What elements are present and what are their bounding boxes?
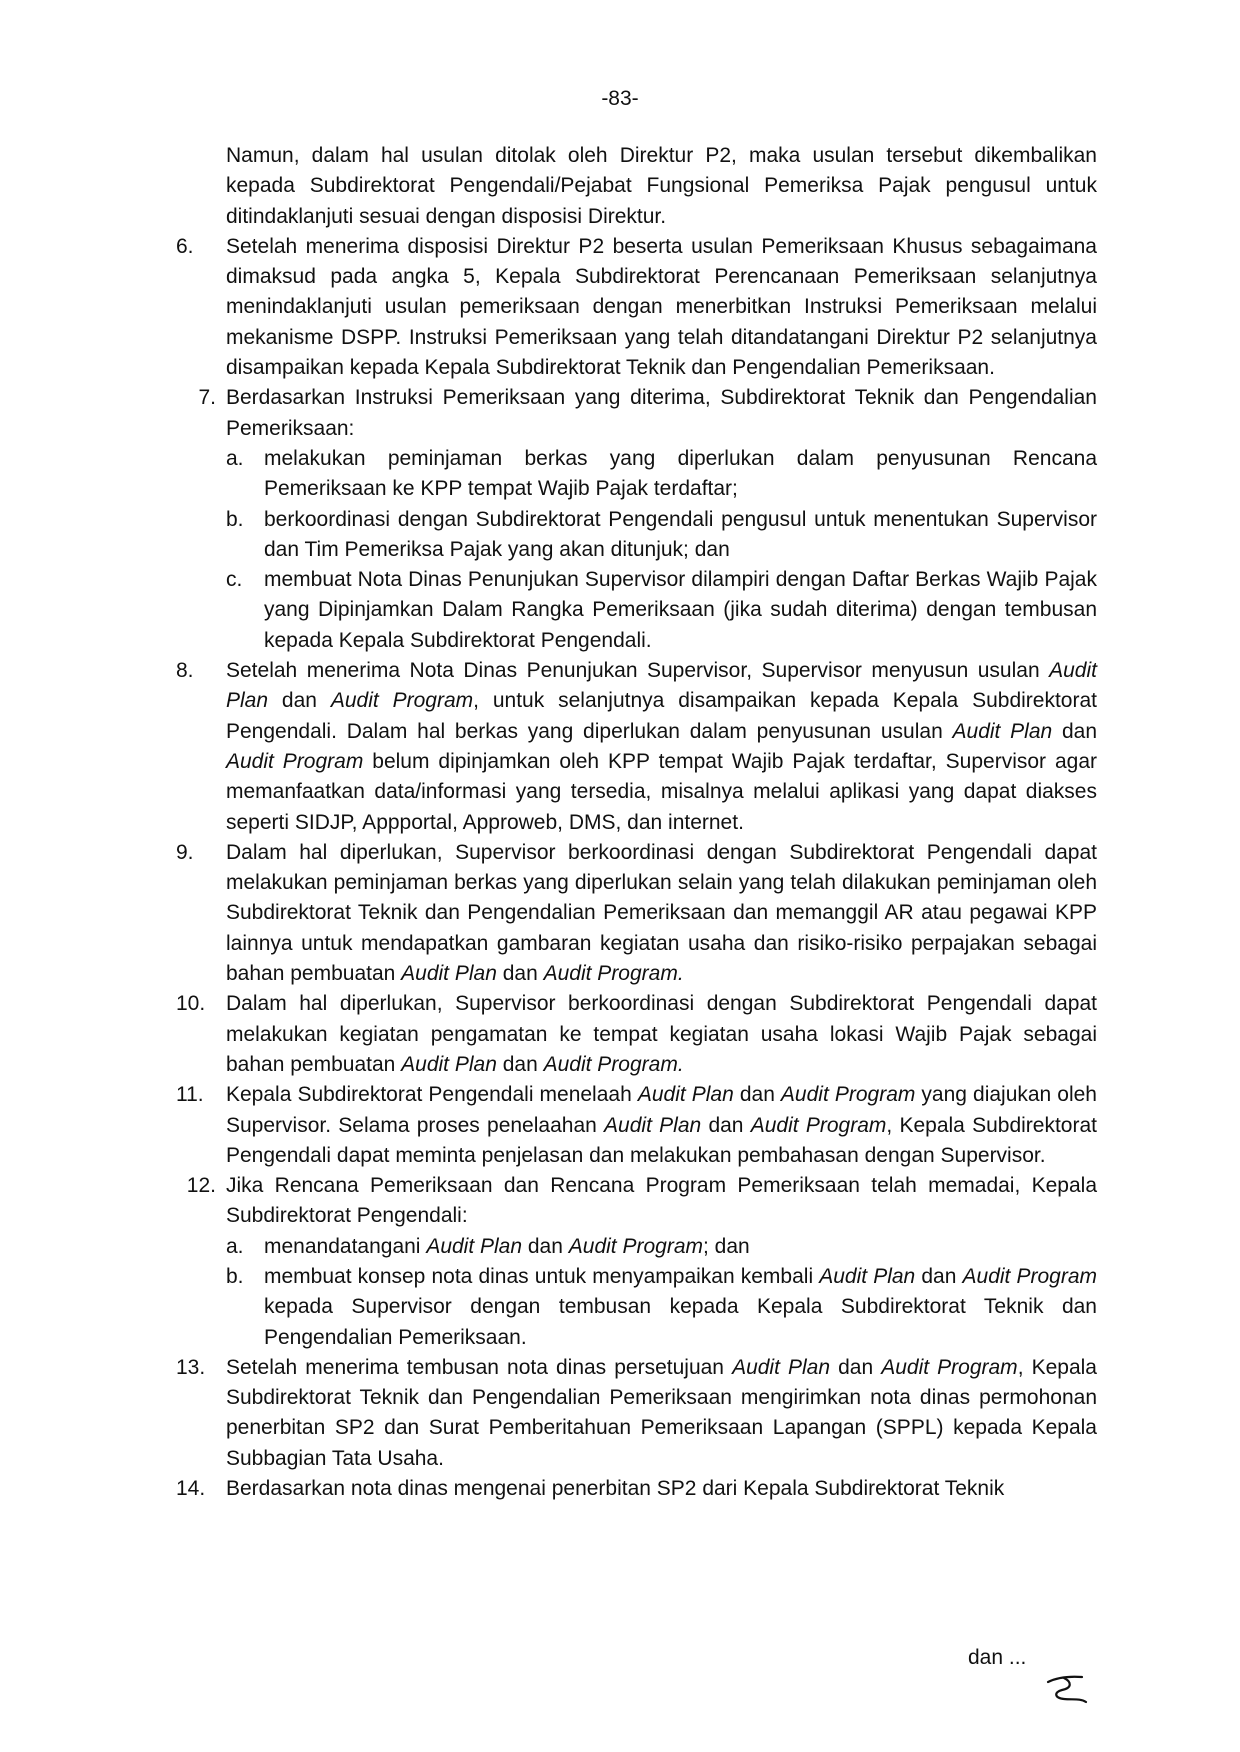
sub-item-text: berkoordinasi dengan Subdirektorat Pengendali pengusul untuk menentukan Supervisor dan Tim Pemeriksa Pajak yang akan ditunjuk; dan — [264, 507, 1097, 561]
italic-term: Audit Program — [226, 749, 364, 773]
item-text-run: Setelah menerima Nota Dinas Penunjukan Supervisor, Supervisor menyusun usulan — [226, 659, 1050, 683]
item-text-run: , Kepala Subdirektorat Teknik dan Pengendalian Pemeriksaan mengirimkan nota dinas permohonan penerbitan SP2 dan Surat Pemberitahuan Pemeriksaan Lapangan (SPPL) kepada Kepala Subbagian Tata Usaha. — [226, 1355, 1097, 1470]
item-text: Setelah menerima disposisi Direktur P2 beserta usulan Pemeriksaan Khusus sebagaimana dimaksud pada angka 5, Kepala Subdirektorat Perencanaan Pemeriksaan selanjutnya menindaklanjuti usulan pemeriksaan dengan menerbitkan Instruksi Pemeriksaan melalui mekanisme DSPP. Instruksi Pemeriksaan yang telah ditandatangani Direktur P2 selanjutnya disampaikan kepada Kepala Subdirektorat Teknik dan Pengendalian Pemeriksaan. — [226, 234, 1097, 380]
item-text-run: dan — [733, 1083, 781, 1107]
item-number: 7. — [198, 386, 216, 410]
italic-term: Audit Plan — [401, 1052, 497, 1076]
item-text-run: , untuk selanjutnya disampaikan kepada Kepala Subdirektorat Pengendali. Dalam hal berkas yang diperlukan dalam penyusunan usulan — [226, 689, 1097, 743]
initial-signature-icon — [1042, 1668, 1090, 1708]
document-body — [176, 141, 1098, 1504]
item-number: 13. — [176, 1355, 206, 1379]
sub-item-text: melakukan peminjaman berkas yang diperlukan dalam penyusunan Rencana Pemeriksaan ke KPP tempat Wajib Pajak terdaftar; — [264, 446, 1097, 501]
item-number: 8. — [176, 659, 194, 683]
sub-item-text-run: dan — [522, 1234, 569, 1258]
italic-term: Audit Program — [568, 1234, 703, 1258]
item-number: 6. — [176, 234, 194, 258]
item-text-run: Setelah menerima tembusan nota dinas persetujuan — [226, 1355, 733, 1379]
item-text-run: Kepala Subdirektorat Pengendali menelaah — [226, 1083, 638, 1107]
item-text-run: dan — [496, 1052, 544, 1076]
continuation-text: dan ... — [968, 1646, 1027, 1669]
list-item-6 — [176, 232, 1097, 383]
item-text — [226, 383, 1097, 444]
item-text — [226, 1171, 1097, 1232]
page-number: -83- — [601, 87, 639, 110]
item-number: 14. — [176, 1477, 206, 1501]
italic-term: Audit Program — [962, 1264, 1098, 1288]
list-item-9 — [176, 838, 1097, 989]
sub-item-text-run: membuat konsep nota dinas untuk menyampaikan kembali — [264, 1264, 820, 1288]
list-item-12 — [186, 1171, 1098, 1353]
sub-item-text-run: dan — [915, 1264, 963, 1288]
italic-term: Audit Plan — [732, 1355, 831, 1379]
item-text-run: yang diajukan oleh Supervisor. Selama proses penelaahan — [226, 1083, 1097, 1137]
item-number: 10. — [176, 992, 206, 1016]
italic-term: Audit Plan — [952, 719, 1053, 743]
item-text-run: Jika Rencana Pemeriksaan dan Rencana Program Pemeriksaan telah memadai, Kepala Subdirektorat Pengendali: — [226, 1174, 1097, 1228]
sub-item-text-run: menandatangani — [264, 1234, 427, 1258]
list-item-7 — [198, 383, 1097, 656]
list-item-13 — [176, 1353, 1097, 1474]
sub-item-b — [226, 505, 1097, 566]
sub-item-b — [226, 1262, 1097, 1353]
sub-item-a — [226, 444, 1097, 505]
italic-term: Audit Program — [750, 1113, 887, 1137]
sub-item-c — [226, 565, 1097, 656]
list-item-14 — [176, 1474, 1097, 1504]
item-text-run: dan — [830, 1355, 882, 1379]
italic-term: Audit Plan — [401, 962, 497, 986]
list-item-8 — [176, 656, 1098, 838]
italic-term: Audit Plan — [604, 1113, 702, 1137]
item-text-run: Dalam hal diperlukan, Supervisor berkoordinasi dengan Subdirektorat Pengendali dapat melakukan peminjaman berkas yang diperlukan selain yang telah dilakukan peminjaman oleh Subdirektorat Teknik dan Pengendalian Pemeriksaan dan memanggil AR atau pegawai KPP lainnya untuk mendapatkan gambaran kegiatan usaha dan risiko-risiko perpajakan sebagai bahan pembuatan — [226, 840, 1097, 986]
sub-item-letter: b. — [226, 507, 244, 531]
sub-item-a — [226, 1232, 1097, 1262]
item-text-run: belum dipinjamkan oleh KPP tempat Wajib Pajak terdaftar, Supervisor agar memanfaatkan data/informasi yang tersedia, misalnya melalui aplikasi yang dapat diakses seperti SIDJP, Appportal, Approweb, DMS, dan internet. — [226, 749, 1097, 834]
list-item-11 — [176, 1080, 1097, 1171]
item-text-run: dan — [1052, 719, 1098, 743]
sub-item-letter: a. — [226, 446, 244, 470]
item-number: 9. — [176, 840, 194, 864]
item-text-run: Berdasarkan Instruksi Pemeriksaan yang diterima, Subdirektorat Teknik dan Pengendalian Pemeriksaan: — [226, 386, 1097, 440]
item-text-run: dan — [496, 962, 544, 986]
italic-term: Audit Program — [780, 1083, 916, 1107]
sub-item-letter: b. — [226, 1264, 244, 1288]
item-text-run: Berdasarkan nota dinas mengenai penerbitan SP2 dari Kepala Subdirektorat Teknik — [226, 1477, 1005, 1501]
intro-text: Namun, dalam hal usulan ditolak oleh Direktur P2, maka usulan tersebut dikembalikan kepada Subdirektorat Pengendali/Pejabat Fungsional Pemeriksa Pajak pengusul untuk ditindaklanjuti sesuai dengan disposisi Direktur. — [226, 144, 1097, 228]
italic-term: Audit Plan — [426, 1234, 523, 1258]
italic-term: Audit Program — [881, 1355, 1018, 1379]
item-text-run: dan — [701, 1113, 751, 1137]
list-item-10 — [176, 989, 1097, 1080]
sub-item-text-run: ; dan — [703, 1234, 750, 1258]
sub-item-letter: a. — [226, 1234, 244, 1258]
italic-term: Audit Plan — [637, 1083, 734, 1107]
item-text-run: , Kepala Subdirektorat Pengendali dapat meminta penjelasan dan melakukan pembahasan dengan Supervisor. — [226, 1113, 1097, 1167]
sub-item-letter: c. — [226, 568, 243, 592]
item-text-run: dan — [268, 689, 331, 713]
italic-term: Audit Program. — [543, 1052, 684, 1076]
sub-item-text-run: kepada Supervisor dengan tembusan kepada Kepala Subdirektorat Teknik dan Pengendalian Pemeriksaan. — [264, 1295, 1097, 1349]
italic-term: Audit Plan — [226, 659, 1097, 713]
italic-term: Audit Program — [330, 689, 474, 713]
italic-term: Audit Program. — [543, 962, 684, 986]
italic-term: Audit Plan — [819, 1264, 916, 1288]
item-number: 12. — [186, 1174, 216, 1198]
item-text-run: Dalam hal diperlukan, Supervisor berkoordinasi dengan Subdirektorat Pengendali dapat melakukan kegiatan pengamatan ke tempat kegiatan usaha lokasi Wajib Pajak sebagai bahan pembuatan — [226, 992, 1097, 1076]
sub-item-text: membuat Nota Dinas Penunjukan Supervisor dilampiri dengan Daftar Berkas Wajib Pajak yang Dipinjamkan Dalam Rangka Pemeriksaan (jika sudah diterima) dengan tembusan kepada Kepala Subdirektorat Pengendali. — [264, 568, 1097, 652]
intro-paragraph — [226, 141, 1097, 232]
item-number: 11. — [176, 1083, 204, 1107]
